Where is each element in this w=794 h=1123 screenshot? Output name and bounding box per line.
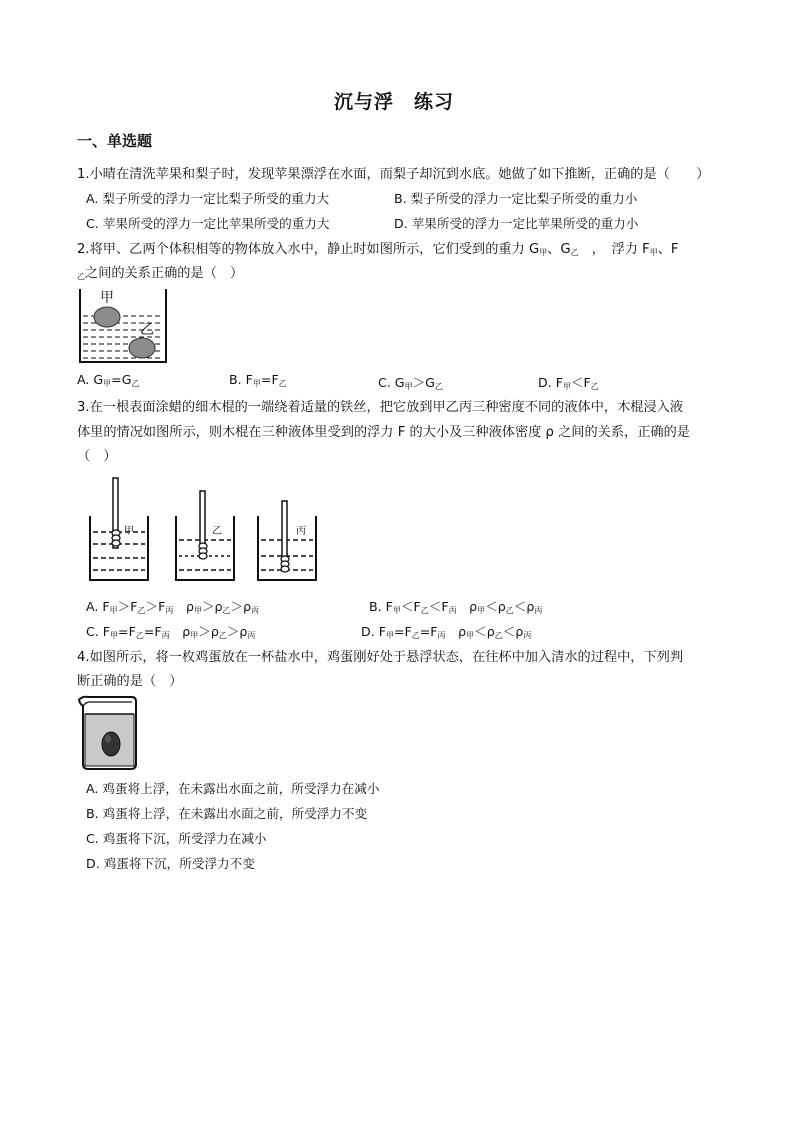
figure-label-yi: 乙	[140, 322, 154, 338]
question-1-option-b[interactable]: B. 梨子所受的浮力一定比梨子所受的重力小	[394, 191, 638, 206]
question-3-stem-line-1: 3.在一根表面涂蜡的细木棍的一端绕着适量的铁丝，把它放到甲乙丙三种密度不同的液体中，木棍浸入液	[77, 400, 684, 415]
beaker-label-yi: 乙	[212, 526, 222, 537]
question-1-option-a[interactable]: A. 梨子所受的浮力一定比梨子所受的重力大	[86, 191, 330, 206]
question-2-option-c[interactable]: C. $G_甲>G_乙$	[378, 375, 443, 391]
question-2-option-b[interactable]: B. $F_甲=F_乙$	[229, 372, 287, 388]
question-1-option-c[interactable]: C. 苹果所受的浮力一定比苹果所受的重力大	[86, 216, 330, 231]
section-heading: 一、单选题	[77, 132, 153, 150]
question-4-stem-line-1: 4.如图所示，将一枚鸡蛋放在一杯盐水中，鸡蛋刚好处于悬浮状态，在往杯中加入清水的过程中，下列判	[77, 650, 684, 665]
question-4-figure	[76, 694, 142, 774]
question-2-stem-line-1: 2.将甲、乙两个体积相等的物体放入水中，静止时如图所示，它们受到的重力 $G_甲$、$G_乙$ ， 浮力 $F_甲$、F	[77, 242, 679, 257]
figure-label-jia: 甲	[100, 290, 114, 306]
page-title: 沉与浮 练习	[334, 91, 455, 113]
question-3-option-d[interactable]: D. $F_甲=F_乙=F_丙$ $\rho_甲<\rho_乙<\rho_丙$	[361, 624, 532, 640]
egg	[102, 732, 120, 756]
question-1-stem: 1.小晴在清洗苹果和梨子时，发现苹果漂浮在水面，而梨子却沉到水底。她做了如下推断，正确的是（ ）	[77, 167, 710, 182]
beaker-label-bing: 丙	[296, 526, 306, 537]
question-2-stem-line-2: $_乙$之间的关系正确的是（ ）	[77, 266, 244, 281]
beaker-yi	[176, 491, 234, 580]
question-4-option-c[interactable]: C. 鸡蛋将下沉，所受浮力在减小	[86, 831, 267, 846]
question-3-figure	[88, 476, 320, 584]
question-2-option-a[interactable]: A. $G_甲=G_乙$	[77, 372, 140, 388]
question-2-figure	[78, 287, 170, 365]
question-3-option-b[interactable]: B. $F_甲<F_乙<F_丙$ $\rho_甲<\rho_乙<\rho_丙$	[369, 599, 543, 615]
question-4-option-b[interactable]: B. 鸡蛋将上浮，在未露出水面之前，所受浮力不变	[86, 806, 368, 821]
question-4-option-a[interactable]: A. 鸡蛋将上浮，在未露出水面之前，所受浮力在减小	[86, 781, 380, 796]
question-3-option-c[interactable]: C. $F_甲=F_乙=F_丙$ $\rho_甲>\rho_乙>\rho_丙$	[86, 624, 256, 640]
beaker-jia	[90, 478, 148, 580]
question-1-option-d[interactable]: D. 苹果所受的浮力一定比苹果所受的重力小	[394, 216, 639, 231]
question-3-stem-line-3: （ ）	[77, 449, 117, 464]
question-3-stem-line-2: 体里的情况如图所示，则木棍在三种液体里受到的浮力 F 的大小及三种液体密度 ρ 之间的关系，正确的是	[77, 425, 690, 440]
question-4-stem-line-2: 断正确的是（ ）	[77, 674, 183, 689]
beaker-bing	[258, 501, 316, 580]
question-3-option-a[interactable]: A. $F_甲>F_乙>F_丙$ $\rho_甲>\rho_乙>\rho_丙$	[86, 599, 260, 615]
beaker-label-jia: 甲	[124, 526, 134, 537]
question-2-option-d[interactable]: D. $F_甲<F_乙$	[538, 375, 599, 391]
question-4-option-d[interactable]: D. 鸡蛋将下沉，所受浮力不变	[86, 856, 255, 871]
